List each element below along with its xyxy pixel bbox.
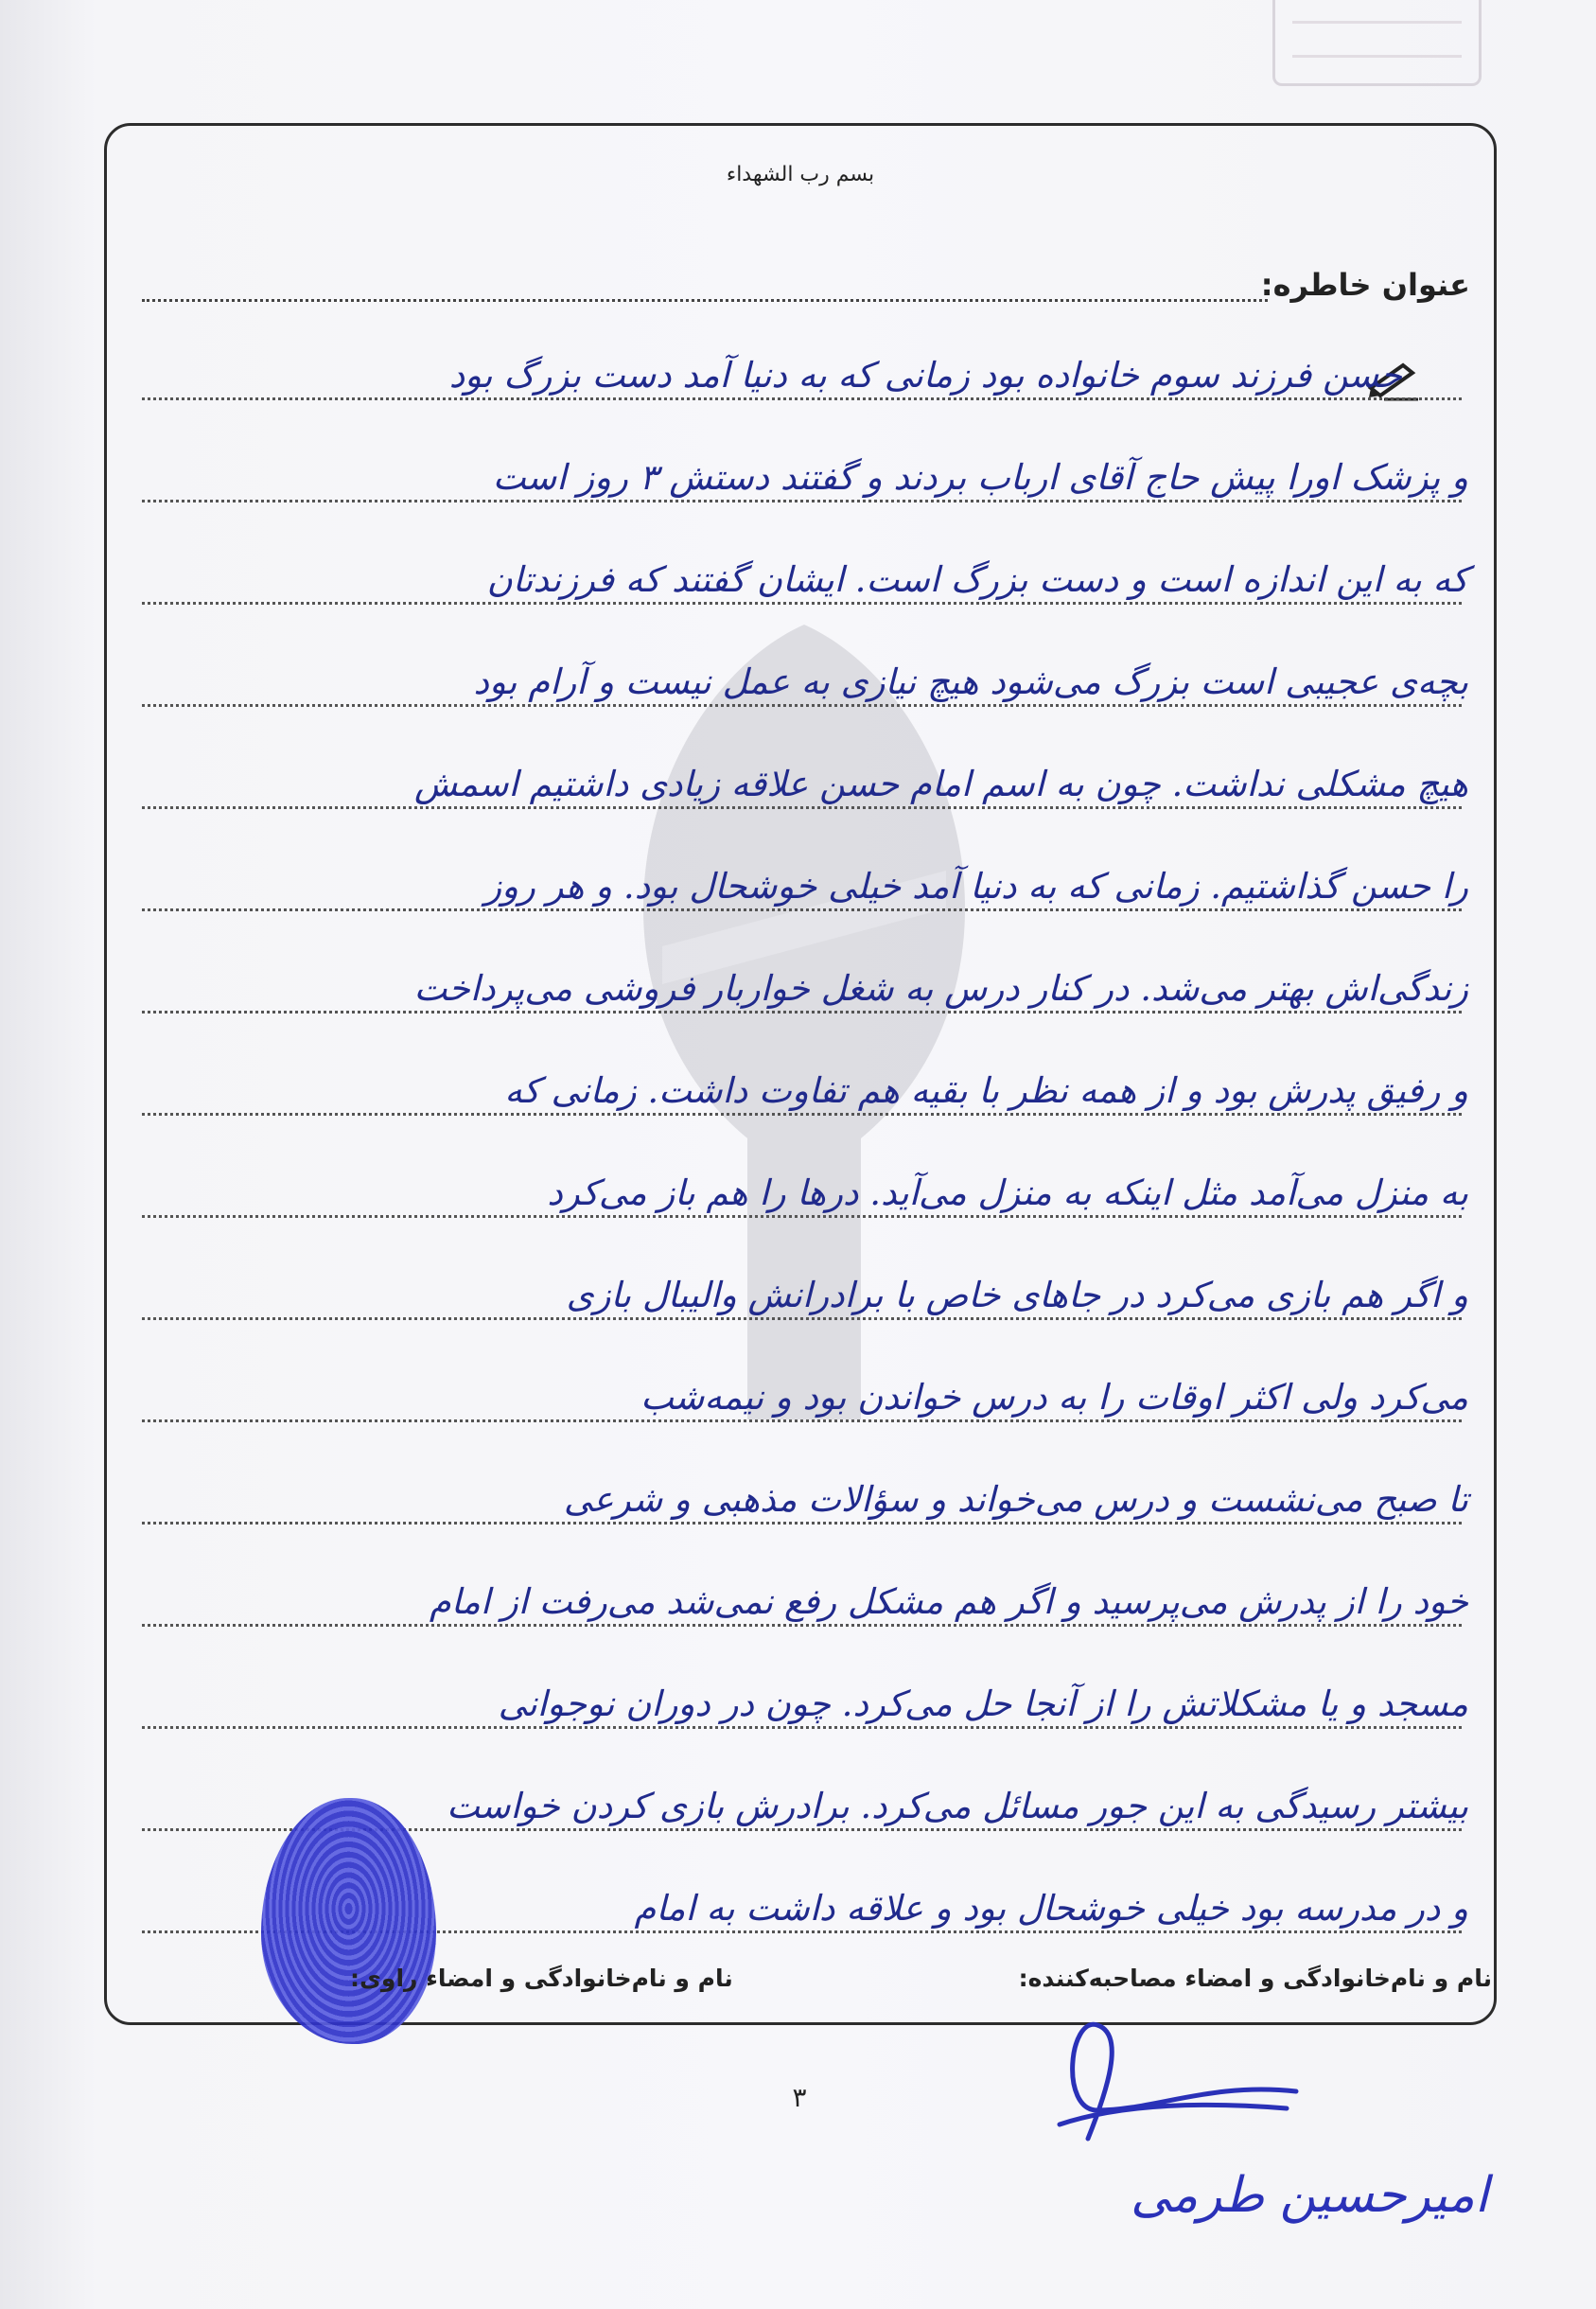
ruled-line (142, 908, 1462, 911)
handwritten-line: هیچ مشکلی نداشت. چون به اسم امام حسن علاقه زیادی داشتیم اسمش (413, 764, 1468, 804)
title-dotted-line (142, 299, 1268, 302)
handwritten-line: می‌کرد ولی اکثر اوقات را به درس خواندن بود و نیمه‌شب (640, 1377, 1468, 1418)
handwritten-line: و در مدرسه بود خیلی خوشحال بود و علاقه داشت به امام (634, 1888, 1468, 1929)
memoir-title-label: عنوان خاطره: (1260, 267, 1470, 303)
ruled-line (142, 1726, 1462, 1729)
ruled-line (142, 602, 1462, 605)
ruled-line (142, 806, 1462, 809)
ruled-line (142, 704, 1462, 707)
handwritten-line: مسجد و یا مشکلاتش را از آنجا حل می‌کرد. چون در دوران نوجوانی (498, 1683, 1468, 1724)
ruled-line (142, 397, 1462, 400)
handwritten-line: تا صبح می‌نشست و درس می‌خواند و سؤالات مذهبی و شرعی (563, 1479, 1468, 1520)
handwritten-line: که به این اندازه است و دست بزرگ است. ایشان گفتند که فرزندتان (486, 559, 1468, 600)
ruled-line (142, 1317, 1462, 1320)
signature-name: امیرحسین طرمی (1131, 2167, 1489, 2224)
handwritten-line: حسن فرزند سوم خانواده بود زمانی که به دنیا آمد دست بزرگ بود (448, 355, 1402, 396)
handwritten-line: بچه‌ی عجیبی است بزرگ می‌شود هیچ نیازی به عمل نیست و آرام بود (473, 661, 1468, 702)
ruled-line (142, 1419, 1462, 1422)
archive-stamp (1272, 0, 1482, 86)
fingerprint (261, 1798, 436, 2044)
handwritten-line: بیشتر رسیدگی به این جور مسائل می‌کرد. برادرش بازی کردن خواست (447, 1786, 1468, 1826)
interviewer-signature-label: نام و نام‌خانوادگی و امضاء مصاحبه‌کننده: (1018, 1965, 1492, 1992)
signature-scribble (1003, 1997, 1306, 2148)
handwritten-line: و پزشک اورا پیش حاج آقای ارباب بردند و گفتند دستش ۳ روز است (492, 457, 1468, 498)
basmala-heading: بسم رب الشهداء (726, 163, 875, 186)
handwritten-line: و اگر هم بازی می‌کرد در جاهای خاص با برادرانش والیبال بازی (566, 1275, 1468, 1315)
handwritten-line: خود را از پدرش می‌پرسید و اگر هم مشکل رفع نمی‌شد می‌رفت از امام (429, 1581, 1468, 1622)
narrator-signature-label: نام و نام‌خانوادگی و امضاء راوی: (350, 1965, 733, 1992)
page-number: ۳ (792, 2082, 807, 2113)
handwritten-line: را حسن گذاشتیم. زمانی که به دنیا آمد خیلی خوشحال بود. و هر روز (484, 866, 1468, 907)
ruled-line (142, 1522, 1462, 1525)
ruled-line (142, 1215, 1462, 1218)
ruled-line (142, 1624, 1462, 1627)
handwritten-line: و رفیق پدرش بود و از همه نظر با بقیه هم تفاوت داشت. زمانی که (504, 1070, 1468, 1111)
handwritten-line: زندگی‌اش بهتر می‌شد. در کنار درس به شغل خواربار فروشی می‌پرداخت (413, 968, 1468, 1009)
handwritten-line: به منزل می‌آمد مثل اینکه به منزل می‌آید. درها را هم باز می‌کرد (547, 1172, 1468, 1213)
ruled-line (142, 1011, 1462, 1013)
ruled-line (142, 500, 1462, 502)
ruled-line (142, 1113, 1462, 1116)
emblem-watermark (605, 606, 1003, 1457)
